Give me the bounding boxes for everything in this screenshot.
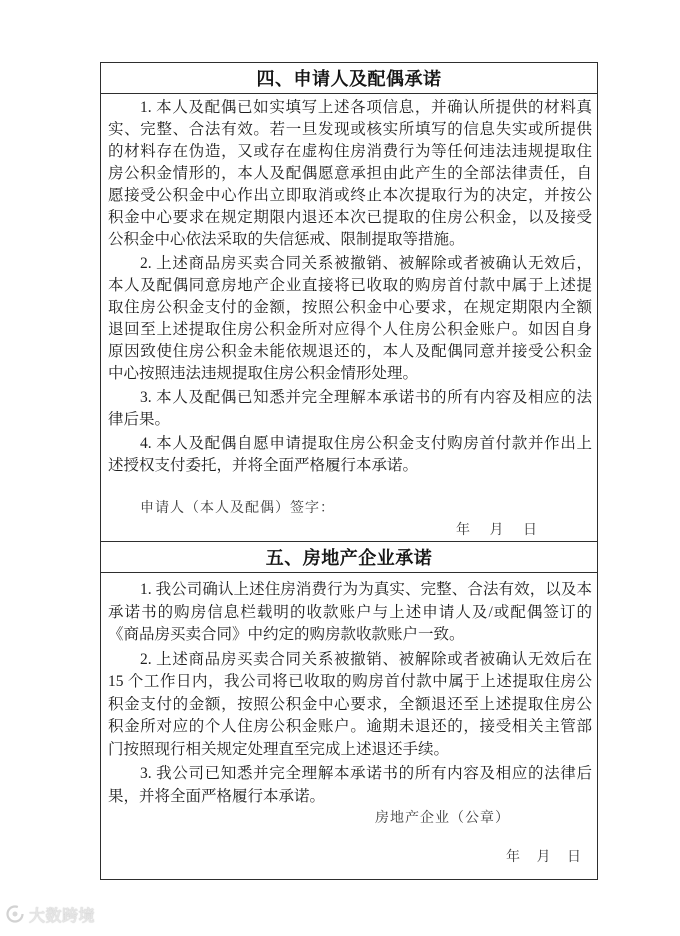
watermark-logo-icon — [5, 904, 25, 924]
commitment-item-2 — [108, 649, 592, 762]
text-line: 律后果。 — [108, 411, 171, 428]
section-title-developer: 五、房地产企业承诺 — [265, 548, 433, 568]
text-line: 公积金中心依法采取的失信惩戒、限制提取等措施。 — [108, 231, 465, 248]
commitment-item-1 — [108, 579, 592, 647]
section-body-developer — [101, 573, 597, 879]
developer-commitment-text — [108, 579, 592, 808]
text-line: 15 个工作日内，我公司将已收取的购房首付款中属于上述提取住房公 — [108, 673, 592, 690]
text-line: 取住房公积金支付的金额，按照公积金中心要求，在规定期限内全额 — [108, 299, 592, 316]
watermark — [5, 902, 95, 926]
text-line: 1. 本人及配偶已如实填写上述各项信息，并确认所提供的材料真 — [140, 99, 592, 116]
commitment-item-2 — [108, 253, 592, 385]
text-line: 2. 上述商品房买卖合同关系被撤销、被解除或者被确认无效后在 — [140, 650, 592, 668]
text-line: 述授权支付委托，并将全面严格履行本承诺。 — [108, 457, 419, 474]
section-title-applicant: 四、申请人及配偶承诺 — [256, 69, 442, 89]
text-line: 中心按照违法违规提取住房公积金情形处理。 — [108, 365, 419, 382]
text-line: 房公积金情形的，本人及配偶愿意承担由此产生的全部法律责任，自 — [108, 165, 592, 182]
date-day-label: 日 — [523, 523, 538, 538]
commitment-item-1 — [108, 97, 592, 251]
text-line: 《商品房买卖合同》中约定的购房款收款账户一致。 — [108, 626, 465, 643]
commitment-item-3 — [108, 763, 592, 808]
text-line: 承诺书的购房信息栏载明的收款账户与上述申请人及/或配偶签订的 — [108, 603, 592, 621]
text-line: 积金所对应的个人住房公积金账户。逾期未退还的，接受相关主管部 — [108, 718, 592, 735]
applicant-signature-date — [456, 521, 552, 541]
date-month-label: 月 — [536, 850, 552, 865]
date-year-label: 年 — [456, 523, 471, 538]
text-line: 4. 本人及配偶自愿申请提取住房公积金支付购房首付款并作出上 — [140, 435, 592, 452]
date-month-label: 月 — [489, 523, 505, 538]
text-line: 1. 我公司确认上述住房消费行为为真实、完整、合法有效，以及本 — [140, 581, 592, 598]
text-line: 3. 本人及配偶已知悉并完全理解本承诺书的所有内容及相应的法 — [140, 389, 592, 406]
date-year-label: 年 — [506, 850, 521, 865]
applicant-signature-label: 申请人（本人及配偶）签字： — [140, 501, 335, 516]
text-line: 实、完整、合法有效。若一旦发现或核实所填写的信息失实或所提供 — [108, 121, 592, 138]
company-seal-label: 房地产企业（公章） — [375, 811, 510, 826]
commitment-table — [100, 62, 598, 880]
section-header-applicant — [101, 63, 597, 94]
text-line: 积金支付的金额，按照公积金中心要求，全额退还至上述提取住房公 — [108, 695, 592, 713]
text-line: 门按照现行相关规定处理直至完成上述退还手续。 — [108, 740, 450, 758]
date-day-label: 日 — [567, 850, 582, 865]
text-line: 果，并将全面严格履行本承诺。 — [108, 787, 326, 805]
commitment-item-4 — [108, 433, 592, 477]
text-line: 退回至上述提取住房公积金所对应得个人住房公积金账户。如因自身 — [108, 321, 592, 338]
section-header-developer — [101, 542, 597, 573]
applicant-commitment-text — [108, 97, 592, 477]
text-line: 本人及配偶同意房地产企业直接将已收取的购房首付款中属于上述提 — [108, 277, 592, 294]
text-line: 原因致使住房公积金未能依规退还的，本人及配偶同意并接受公积金 — [108, 343, 592, 360]
section-body-applicant — [101, 94, 597, 542]
text-line: 2. 上述商品房买卖合同关系被撤销、被解除或者被确认无效后， — [140, 255, 592, 272]
text-line: 积金中心要求在规定期限内退还本次已提取的住房公积金，以及接受 — [108, 209, 592, 226]
company-seal-date — [506, 848, 593, 868]
commitment-item-3 — [108, 387, 592, 431]
text-line: 3. 我公司已知悉并完全理解本承诺书的所有内容及相应的法律后 — [140, 765, 592, 782]
watermark-text: 大数跨境 — [29, 905, 96, 925]
text-line: 愿接受公积金中心作出立即取消或终止本次提取行为的决定，并按公 — [108, 187, 592, 204]
text-line: 的材料存在伪造，又或存在虚构住房消费行为等任何违法违规提取住 — [108, 143, 592, 160]
